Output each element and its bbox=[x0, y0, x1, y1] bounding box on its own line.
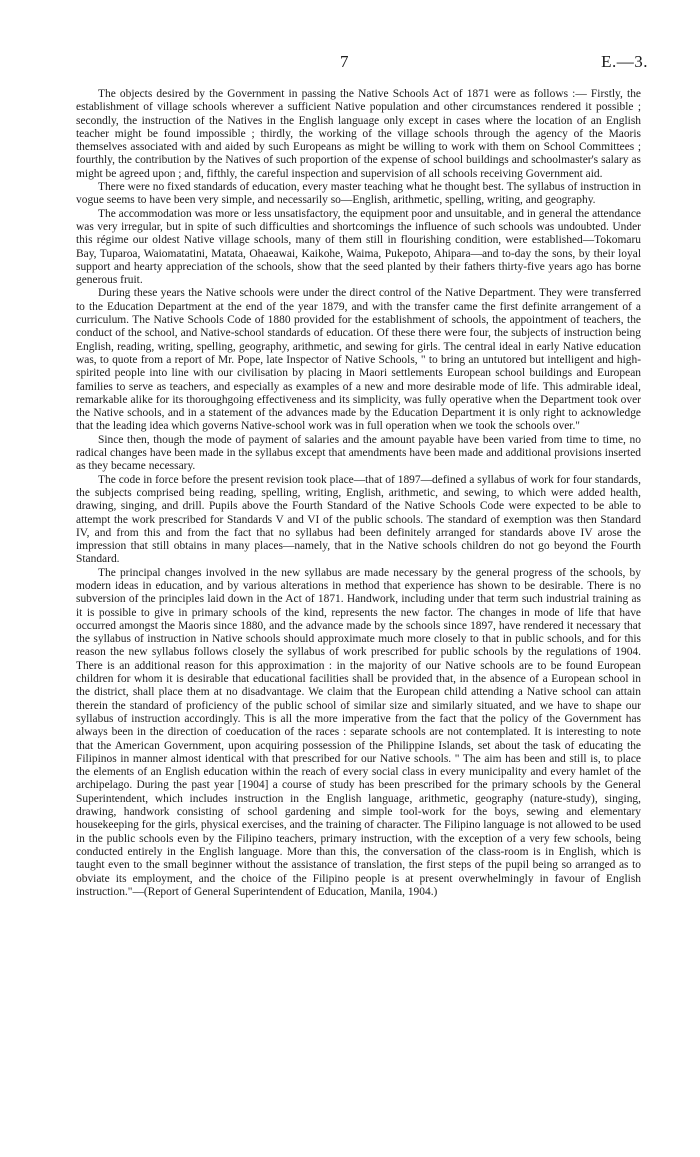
paragraph-principal-changes: The principal changes involved in the new syllabus are made necessary by the general progress of the schools, by modern ideas in education, and by various alterations in method that experience has shown to be desirable. There is no subversion of the principles laid down in the Act of 1871. Handwork, including under that term such industrial training as it is possible to give in primary schools of the kind, represents the new factor. The changes in mode of life that have occurred amongst the Maoris since 1880, and the advance made by the schools since 1897, have rendered it necessary that the syllabus of instruction in Native schools should approximate much more closely to that in public schools, and for this reason the new syllabus follows closely the syllabus of work prescribed for public schools by the regulations of 1904. There is an additional reason for this approximation : in the majority of our Native schools are to be found European children for whom it is desirable that educational facilities shall be provided that, in the absence of a European school in the district, shall place them at no disadvantage. We claim that the European child attending a Native school can attain therein the standard of proficiency of the public school of similar size and similarly situated, and we have to shape our syllabus of instruction accordingly. This is all the more imperative from the fact that the policy of the Government has always been in the direction of coeducation of the races : separate schools are not contemplated. It is interesting to note that the American Government, upon acquiring possession of the Philippine Islands, set about the task of educating the Filipinos in manner almost identical with that prescribed for our Native schools. " The aim has been and still is, to place the elements of an English education within the reach of every social class in every municipality and every hamlet of the archipelago. During the past year [1904] a course of study has been prescribed for the primary schools by the General Superintendent, which includes instruction in the English language, arithmetic, geography (nature-study), singing, drawing, handwork consisting of school gardening and simple tool-work for the boys, sewing and elementary housekeeping for the girls, physical exercises, and the training of character. The Filipino language is not allowed to be used in the public schools even by the Filipino teachers, primary instruction, with the exception of a very few schools, being conducted entirely in the English language. More than this, the conversation of the class-room is in English, which is taught even to the small beginner without the assistance of translation, the first steps of the pupil being so arranged as to obviate its employment, and the choice of the Filipino people is at present overwhelmingly in favour of English instruction."—(Report of General Superintendent of Education, Manila, 1904.) bbox=[76, 566, 641, 898]
paragraph-since-then: Since then, though the mode of payment of salaries and the amount payable have been varied from time to time, no radical changes have been made in the syllabus except that amendments have been made and additional provisions inserted as they became necessary. bbox=[76, 433, 641, 473]
paragraph-no-fixed-standards: There were no fixed standards of education, every master teaching what he thought best. The syllabus of instruction in vogue seems to have been very simple, and necessarily so—English, arithmetic, spelling, writing, and geography. bbox=[76, 181, 641, 207]
paragraph-code-of-1897: The code in force before the present revision took place—that of 1897—defined a syllabus of work for four standards, the subjects comprised being reading, spelling, writing, English, arithmetic, and sewing, to which were added health, drawing, singing, and drill. Pupils above the Fourth Standard of the Native Schools Code were expected to be able to attempt the work prescribed for Standards V and VI of the public schools. The standard of exemption was then Standard IV, and from this and from the fact that no syllabus had been definitely arranged for standards above IV arose the impression that still obtains in many places—namely, that in the Native schools children do not go beyond the Fourth Standard. bbox=[76, 473, 641, 566]
paragraph-objects-of-act: The objects desired by the Government in passing the Native Schools Act of 1871 were as follows :— Firstly, the establishment of village schools wherever a sufficient Native population and other circumstances rendered it possible ; secondly, the instruction of the Natives in the English language only except in cases where the location of an English teacher might be found impossible ; thirdly, the working of the village schools through the agency of the Maoris themselves associated with and aided by such Europeans as might be willing to work with them on School Committees ; fourthly, the contribution by the Natives of such proportion of the expense of school buildings and schoolmaster's salary as might be agreed upon ; and, fifthly, the careful inspection and supervision of all schools receiving Government aid. bbox=[76, 88, 641, 180]
document-reference: E.—3. bbox=[601, 52, 648, 71]
page-number: 7 bbox=[340, 52, 349, 71]
page-header bbox=[0, 52, 700, 74]
paragraph-accommodation: The accommodation was more or less unsatisfactory, the equipment poor and unsuitable, and in general the attendance was very irregular, but in spite of such difficulties and shortcomings the influence of such schools was undoubted. Under this régime our oldest Native village schools, many of them still in flourishing condition, were established—Tokomaru Bay, Tuparoa, Waiomatatini, Matata, Ohaeawai, Kaikohe, Waima, Pukepoto, Ahipara—and to-day the sons, by their loyal support and hearty appreciation of the schools, show that the seed planted by their fathers thirty-five years ago has borne generous fruit. bbox=[76, 207, 641, 287]
paragraph-native-department: During these years the Native schools were under the direct control of the Native Department. They were transferred to the Education Department at the end of the year 1879, and with the transfer came the first definite arrangement of a curriculum. The Native Schools Code of 1880 provided for the establishment of schools, the appointment of teachers, the conduct of the school, and Native-school standards of education. Of these there were four, the subjects of instruction being English, reading, writing, spelling, geography, arithmetic, and sewing for girls. The central ideal in early Native education was, to quote from a report of Mr. Pope, late Inspector of Native Schools, " to bring an untutored but intelligent and high-spirited people into line with our civilisation by placing in Maori settlements European school buildings and European families to serve as teachers, and especially as examples of a new and more desirable mode of life. This admirable ideal, remarkable alike for its thoroughgoing effectiveness and its simplicity, was fully operative when the Department took over the Native schools, and in a statement of the advances made by the Education Department it is only right to acknowledge that the leading idea which governs Native-school work was in full operation when we took the schools over." bbox=[76, 287, 641, 433]
body-text bbox=[76, 88, 641, 899]
